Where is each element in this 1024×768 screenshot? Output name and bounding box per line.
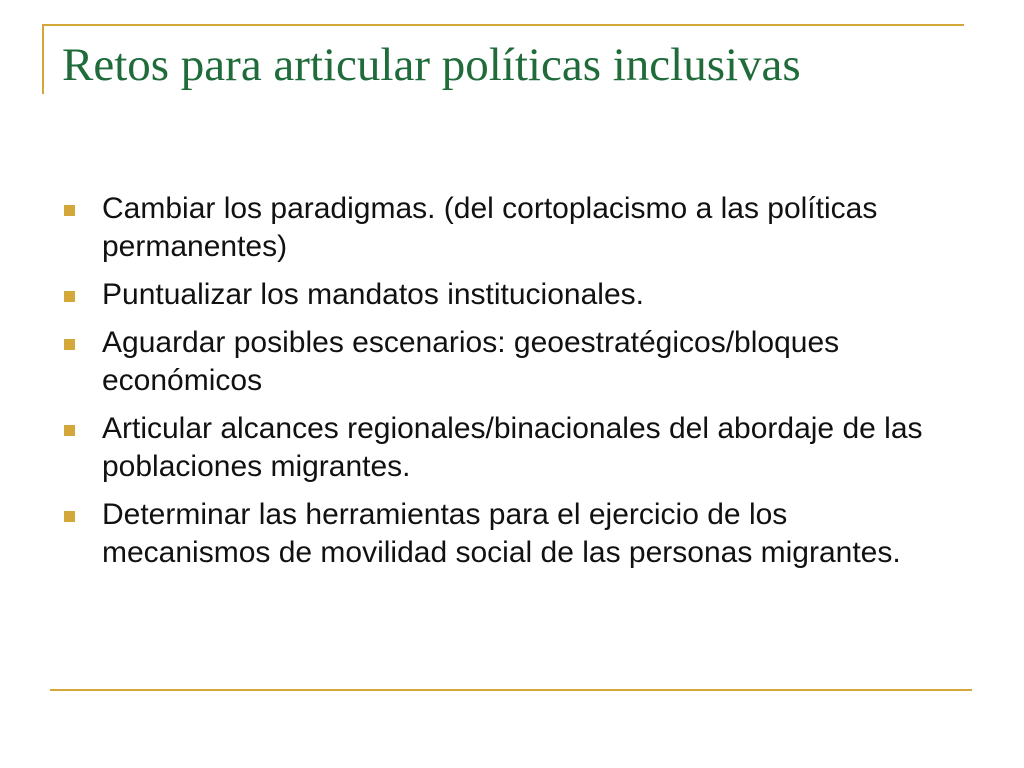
bullet-list <box>62 190 962 582</box>
bullet-item <box>62 410 962 486</box>
bullet-item <box>62 324 962 400</box>
bullet-text: Articular alcances regionales/binacionales del abordaje de las poblaciones migrantes. <box>102 412 923 483</box>
bullet-text: Cambiar los paradigmas. (del cortoplacismo a las políticas permanentes) <box>102 192 878 263</box>
square-bullet-icon <box>64 511 75 522</box>
bullet-text: Determinar las herramientas para el ejercicio de los mecanismos de movilidad social de las personas migrantes. <box>102 498 901 569</box>
bullet-item <box>62 190 962 266</box>
square-bullet-icon <box>64 291 75 302</box>
square-bullet-icon <box>64 339 75 350</box>
square-bullet-icon <box>64 425 75 436</box>
frame-bottom-rule <box>50 689 972 691</box>
bullet-item <box>62 496 962 572</box>
bullet-item <box>62 276 962 314</box>
bullet-text: Puntualizar los mandatos institucionales. <box>102 278 644 311</box>
frame-top-rule <box>42 24 964 26</box>
slide-title: Retos para articular políticas inclusivas <box>62 39 801 91</box>
frame-left-rule <box>42 24 44 94</box>
square-bullet-icon <box>64 205 75 216</box>
bullet-text: Aguardar posibles escenarios: geoestratégicos/bloques económicos <box>102 326 840 397</box>
